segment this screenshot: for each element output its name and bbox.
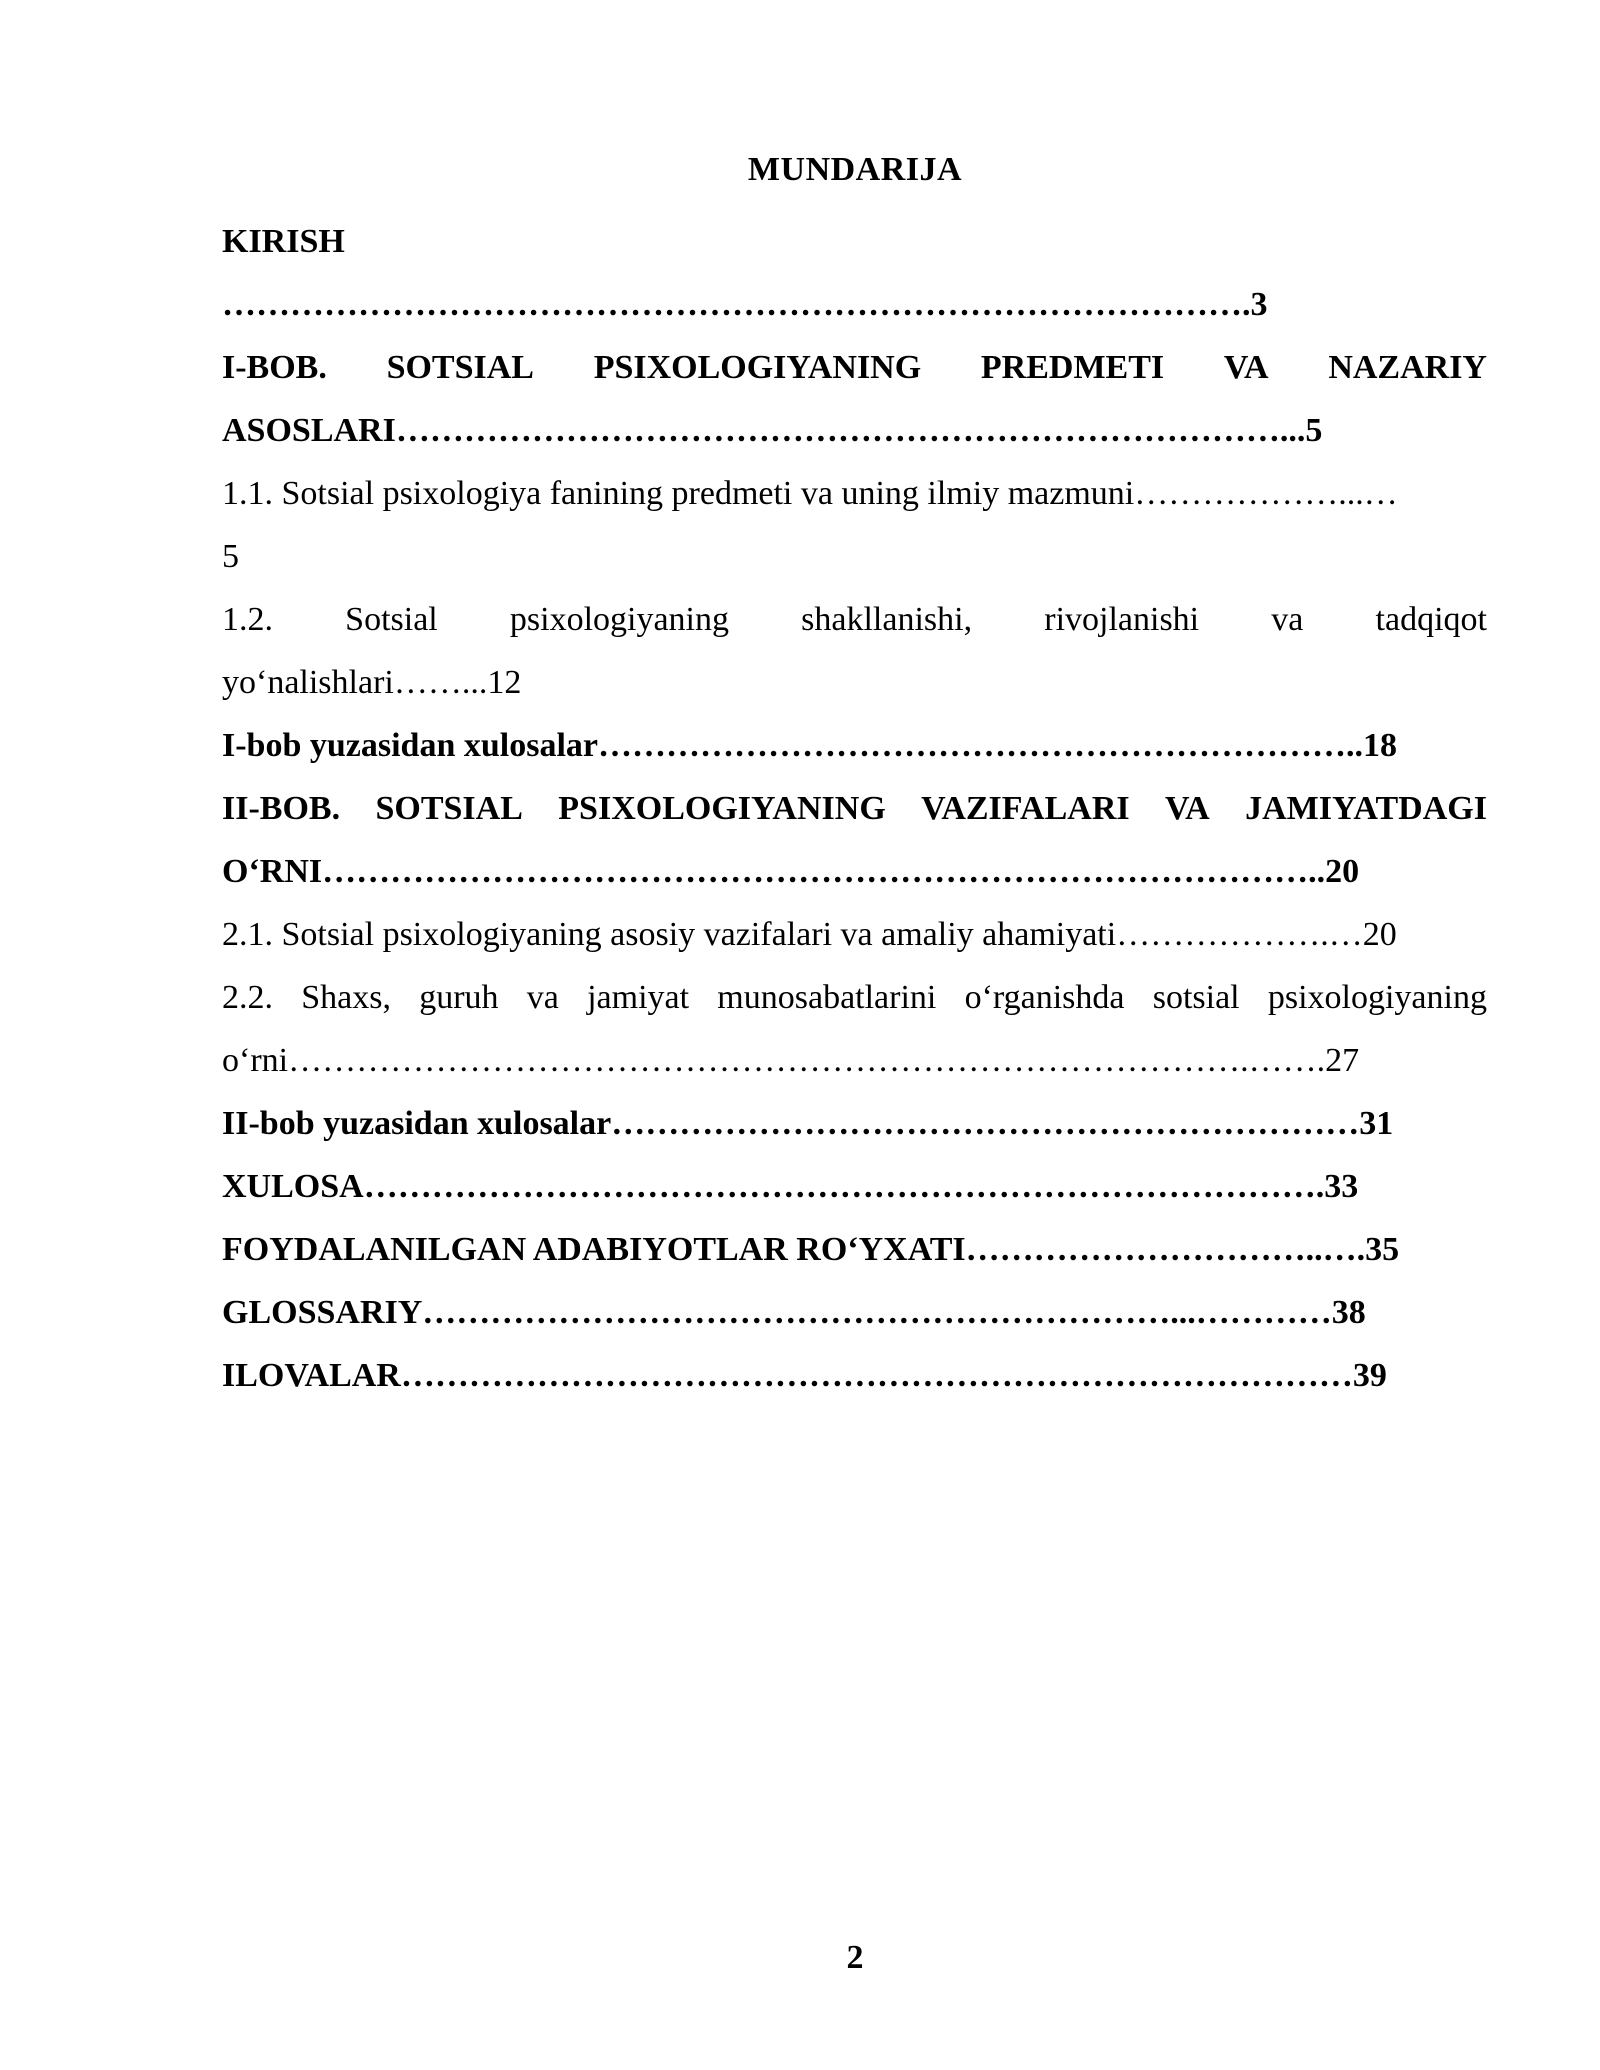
toc-word: shakllanishi, (801, 601, 973, 638)
toc-entry-xulosa: XULOSA………………………………………………………………………….33 (222, 1168, 1359, 1205)
toc-word: Shaxs, (301, 979, 391, 1016)
toc-word: VAZIFALARI (921, 790, 1130, 827)
toc-word: PSIXOLOGIYANING (593, 349, 922, 386)
table-of-contents (222, 210, 1487, 1407)
toc-word: psixologiyaning (1267, 979, 1487, 1016)
toc-entry-chapter-1 (222, 336, 1487, 399)
page-number: 2 (846, 1939, 864, 1976)
toc-word: rivojlanishi (1044, 601, 1200, 638)
toc-entry-kirish: KIRISH (222, 223, 345, 260)
toc-word: VA (1223, 349, 1269, 386)
toc-title: MUNDARIJA (747, 151, 963, 188)
toc-word: o‘rganishda (964, 979, 1125, 1016)
toc-entry-chapter-2 (222, 777, 1487, 840)
toc-word: I-BOB. (222, 349, 327, 386)
toc-word: 2.2. (222, 979, 273, 1016)
toc-entry-glossary: GLOSSARIY…………………………………………………………...…………38 (222, 1294, 1366, 1331)
toc-word: va (1271, 601, 1304, 638)
toc-word: SOTSIAL (375, 790, 523, 827)
toc-word: va (526, 979, 559, 1016)
toc-entry-section-1-2-cont: yo‘nalishlari……...12 (222, 664, 522, 701)
toc-entry-chapter-1-cont: ASOSLARI……………………………………………………………………...5 (222, 412, 1323, 449)
toc-word: psixologiyaning (509, 601, 729, 638)
toc-word: munosabatlarini (717, 979, 937, 1016)
toc-entry-section-1-1: 1.1. Sotsial psixologiya fanining predmeti va uning ilmiy mazmuni………………...… (222, 475, 1398, 512)
toc-entry-bibliography: FOYDALANILGAN ADABIYOTLAR RO‘YXATI…………………………..….35 (222, 1231, 1400, 1268)
toc-word: NAZARIY (1328, 349, 1487, 386)
toc-entry-kirish-leader: ……………………………………………………………………………….3 (222, 286, 1268, 323)
toc-entry-section-2-2-cont: o‘rni………………………………………………………………………….…….27 (222, 1042, 1360, 1079)
toc-word: Sotsial (345, 601, 438, 638)
toc-word: PSIXOLOGIYANING (558, 790, 886, 827)
toc-word: jamiyat (587, 979, 690, 1016)
toc-word: II-BOB. (222, 790, 341, 827)
toc-word: tadqiqot (1375, 601, 1487, 638)
toc-entry-section-1-1-page: 5 (222, 538, 239, 575)
toc-entry-appendices: ILOVALAR…………………………………………………………………………39 (222, 1357, 1387, 1394)
toc-word: VA (1165, 790, 1210, 827)
toc-entry-chapter-1-summary: I-bob yuzasidan xulosalar…………………………………………………………..18 (222, 727, 1397, 764)
toc-entry-chapter-2-summary: II-bob yuzasidan xulosalar…………………………………………………………31 (222, 1105, 1394, 1142)
toc-word: sotsial (1152, 979, 1240, 1016)
toc-entry-chapter-2-cont: O‘RNI……………………………………………………………………………..20 (222, 853, 1360, 890)
toc-entry-section-2-1: 2.1. Sotsial psixologiyaning asosiy vazifalari va amaliy ahamiyati……………….…20 (222, 916, 1397, 953)
toc-entry-section-1-2 (222, 588, 1487, 651)
toc-word: guruh (419, 979, 499, 1016)
toc-word: 1.2. (222, 601, 273, 638)
toc-entry-section-2-2 (222, 966, 1487, 1029)
toc-word: JAMIYATDAGI (1245, 790, 1487, 827)
toc-word: SOTSIAL (386, 349, 534, 386)
toc-word: PREDMETI (980, 349, 1165, 386)
